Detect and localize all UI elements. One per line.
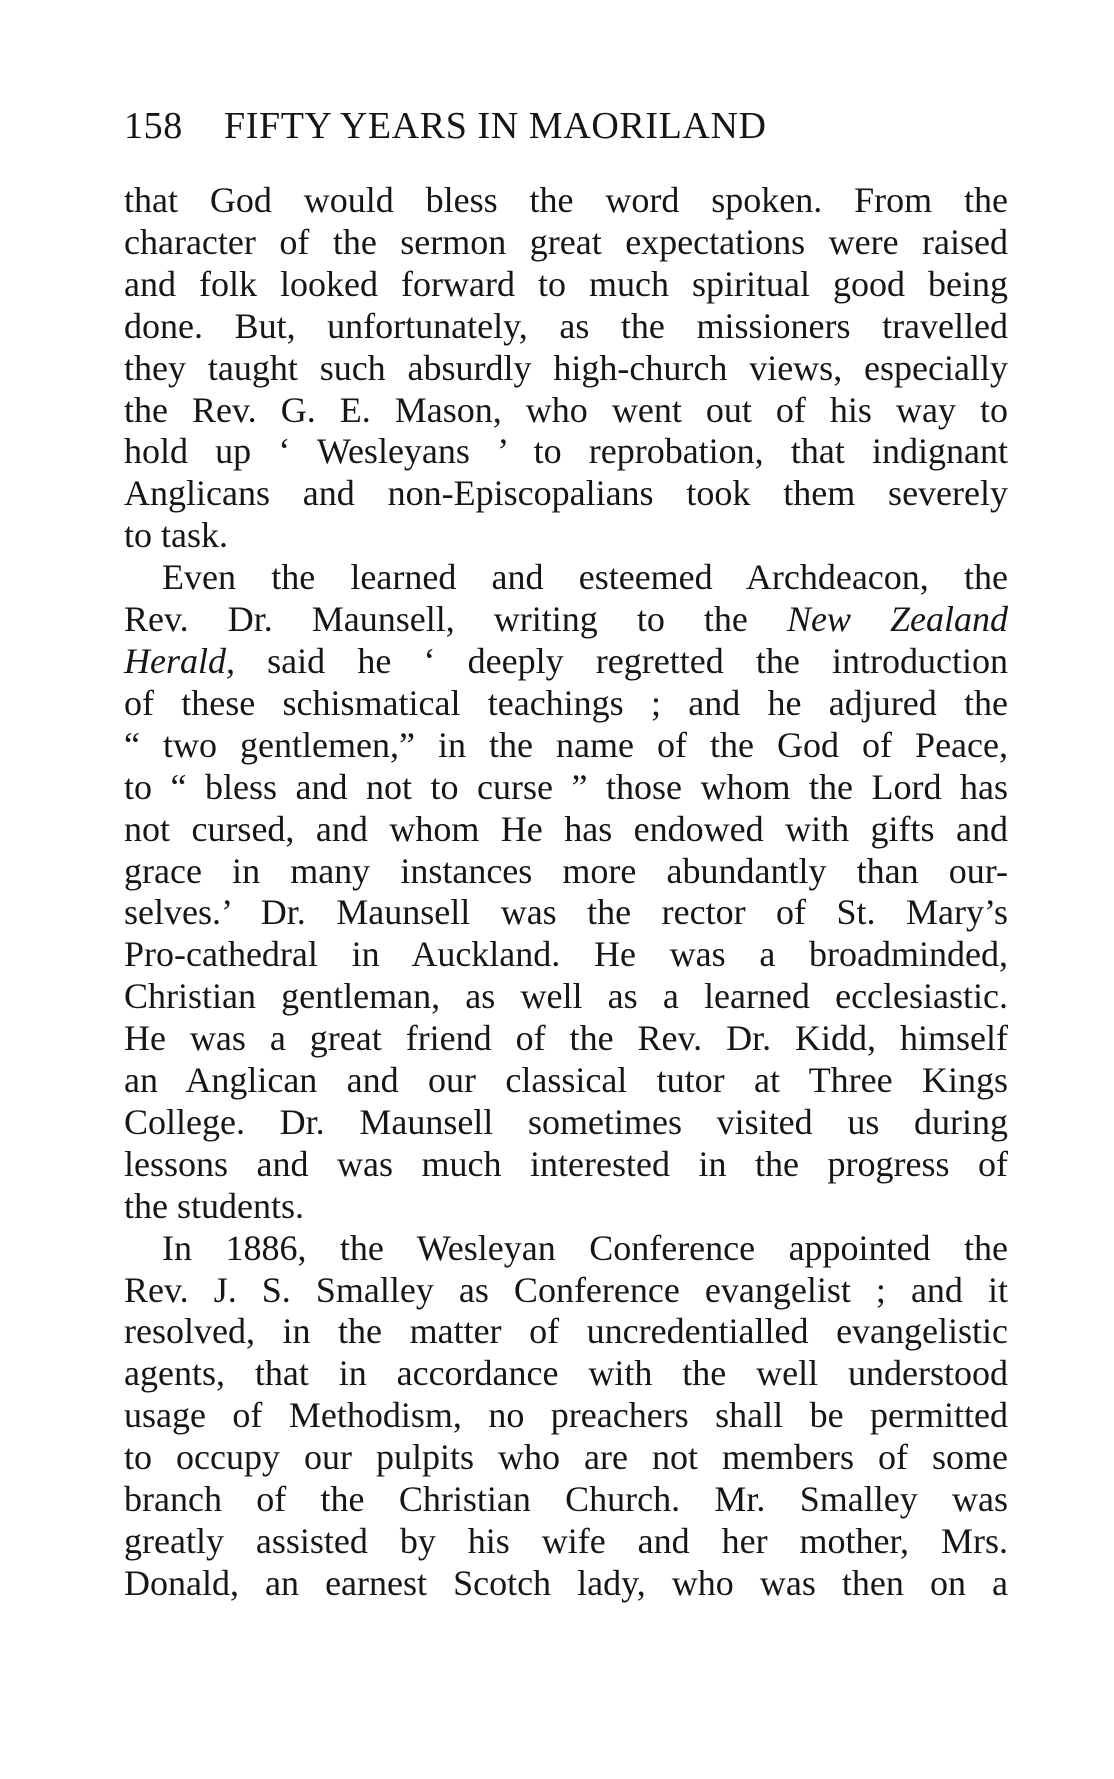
text-line: the Rev. G. E. Mason, who went out of his way to [124,389,1008,430]
text-line: Anglicans and non-Episcopalians took them severely [124,473,1008,514]
text-line: that God would bless the word spoken. From the [124,180,1008,220]
text-line [124,599,1008,641]
newspaper-title-part: Herald, [124,640,235,681]
text-line: In 1886, the Wesleyan Conference appointed the [162,1227,1008,1268]
text-line: to task. [124,515,228,556]
text-line: College. Dr. Maunsell sometimes visited us during [124,1101,1008,1142]
text-line: the students. [124,1185,304,1226]
text-line: Rev. J. S. Smalley as Conference evangelist ; and it [124,1269,1008,1310]
running-title: FIFTY YEARS IN MAORILAND [224,105,767,147]
text-line: He was a great friend of the Rev. Dr. Kidd, himself [124,1018,1008,1059]
text-line: to occupy our pulpits who are not members of some [124,1437,1008,1478]
paragraph-1 [124,180,1008,557]
text-line: done. But, unfortunately, as the missioners travelled [124,305,1008,346]
text-line: lessons and was much interested in the progress of [124,1143,1008,1184]
text-line: to “ bless and not to curse ” those whom the Lord has [124,766,1008,807]
text-line: agents, that in accordance with the well understood [124,1353,1008,1394]
text-line: resolved, in the matter of uncredentialled evangelistic [124,1311,1008,1352]
paragraph-2 [124,557,1008,1228]
text-line: character of the sermon great expectations were raised [124,221,1008,262]
paragraph-3 [124,1228,1008,1605]
text-line: Christian gentleman, as well as a learned ecclesiastic. [124,976,1008,1017]
text-line: Pro-cathedral in Auckland. He was a broadminded, [124,934,1008,975]
text-line: grace in many instances more abundantly than our- [124,850,1008,891]
text-line: of these schismatical teachings ; and he adjured the [124,682,1008,723]
text-line: an Anglican and our classical tutor at Three Kings [124,1060,1008,1101]
body-text [124,180,1008,1605]
text-line: hold up ‘ Wesleyans ’ to reprobation, that indignant [124,431,1008,472]
text-line: “ two gentlemen,” in the name of the God of Peace, [124,724,1008,765]
page-number: 158 [124,105,183,147]
text-line [124,641,1008,683]
text-line: and folk looked forward to much spiritual good being [124,263,1008,304]
text-line: they taught such absurdly high-church views, especially [124,347,1008,388]
text-segment: said he ‘ deeply regretted the introduction [235,640,1008,681]
text-segment: Rev. Dr. Maunsell, writing to the [124,599,787,640]
text-line: branch of the Christian Church. Mr. Smalley was [124,1479,1008,1520]
text-line: not cursed, and whom He has endowed with gifts and [124,808,1008,849]
text-line: greatly assisted by his wife and her mother, Mrs. [124,1521,1008,1561]
text-line: selves.’ Dr. Maunsell was the rector of St. Mary’s [124,892,1008,933]
text-line: Even the learned and esteemed Archdeacon, the [162,557,1008,598]
text-line: Donald, an earnest Scotch lady, who was then on a [124,1562,1008,1603]
newspaper-title-part: New Zealand [786,599,1008,640]
text-line: usage of Methodism, no preachers shall be permitted [124,1395,1008,1436]
running-header [124,104,1004,148]
